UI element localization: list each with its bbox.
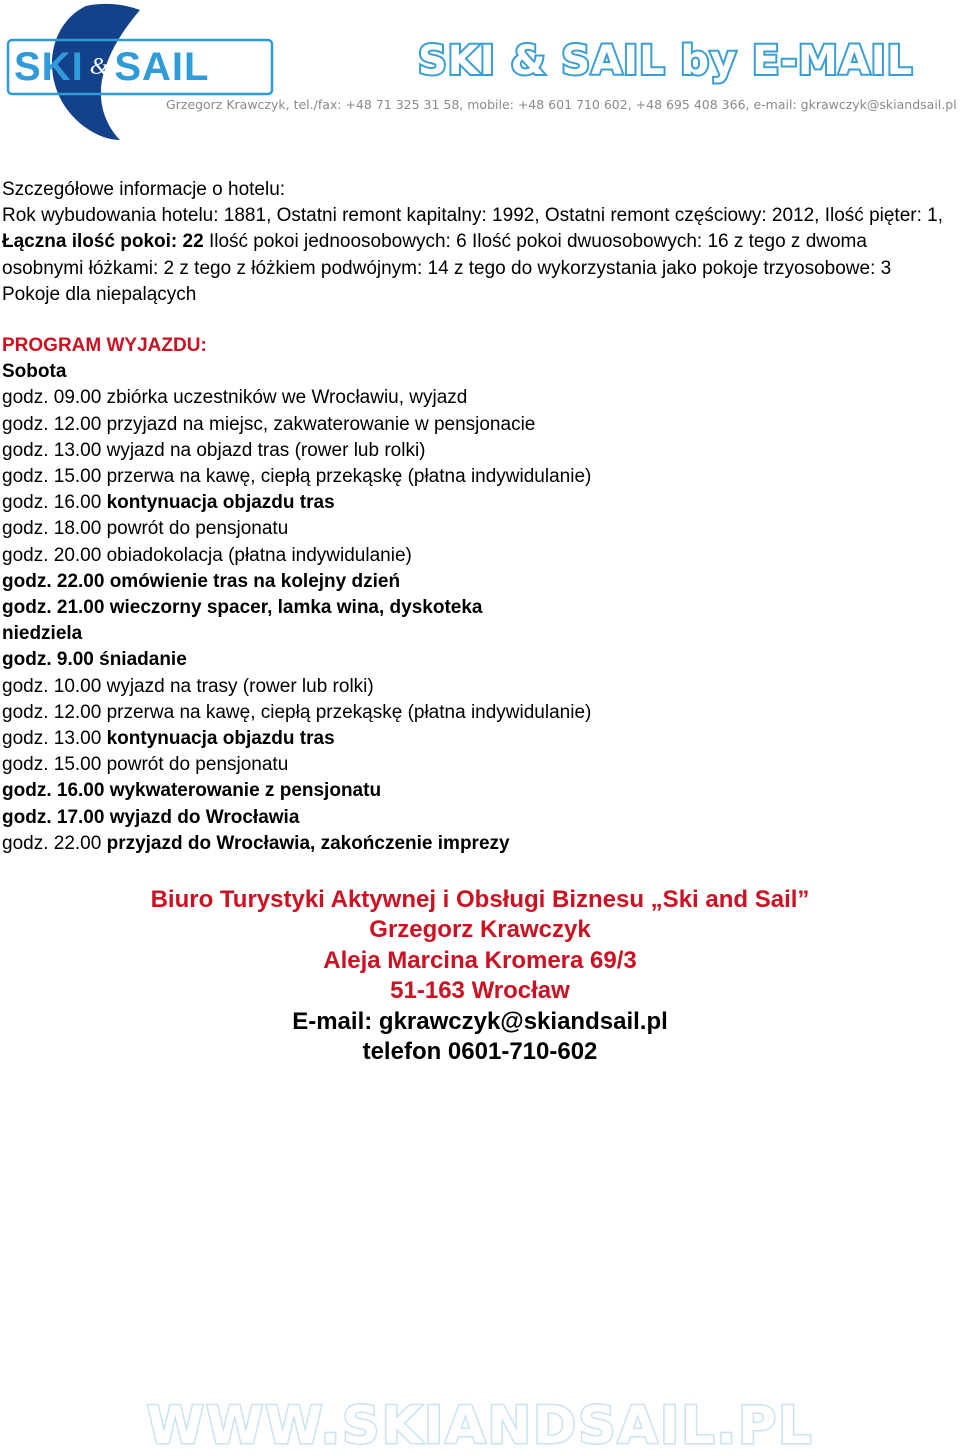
hotel-rooms-total: Łączna ilość pokoi: 22 (2, 231, 204, 253)
schedule-text: powrót do pensjonatu (101, 518, 289, 540)
schedule-text: obiadokolacja (płatna indywidulanie) (101, 544, 412, 566)
schedule-time: godz. 21.00 (2, 597, 105, 619)
schedule-time: godz. 16.00 (2, 780, 105, 802)
schedule-text: przerwa na kawę, ciepłą przekąskę (płatna indywidulanie) (101, 701, 592, 723)
schedule-item (2, 569, 952, 595)
schedule-item (2, 778, 952, 804)
schedule-text: omówienie tras na kolejny dzień (104, 570, 401, 592)
schedule-time: godz. 9.00 (2, 649, 94, 671)
document-body (2, 177, 952, 857)
schedule-text: wyjazd na trasy (rower lub rolki) (101, 675, 374, 697)
schedule-text: powrót do pensjonatu (101, 754, 289, 776)
schedule-item (2, 516, 952, 542)
schedule-time: godz. 18.00 (2, 518, 102, 540)
phone-line: telefon 0601-710-602 (362, 1038, 598, 1066)
hotel-info-heading: Szczegółowe informacje o hotelu: (2, 179, 286, 200)
hotel-info-paragraph (2, 177, 952, 308)
schedule-time: godz. 13.00 (2, 728, 102, 750)
brand-logo (14, 40, 270, 94)
schedule-text: zbiórka uczestników we Wrocławiu, wyjazd (101, 387, 468, 409)
schedule-item (2, 700, 952, 726)
schedule-time: godz. 16.00 (2, 492, 102, 514)
schedule-time: godz. 15.00 (2, 754, 102, 776)
schedule-time: godz. 15.00 (2, 466, 102, 488)
schedule-item (2, 412, 952, 438)
schedule-time: godz. 13.00 (2, 439, 102, 461)
schedule-item (2, 464, 952, 490)
program-heading: PROGRAM WYJAZDU: (2, 335, 207, 357)
schedule-time: godz. 22.00 (2, 570, 105, 592)
schedule-time: godz. 10.00 (2, 675, 102, 697)
day-saturday-heading: Sobota (2, 361, 67, 383)
street-address: Aleja Marcina Kromera 69/3 (323, 946, 637, 974)
schedule-item (2, 726, 952, 752)
page-header (0, 0, 960, 150)
schedule-text: przyjazd na miejsc, zakwaterowanie w pensjonacie (101, 413, 536, 435)
schedule-item (2, 752, 952, 778)
schedule-item (2, 647, 952, 673)
schedule-text: wyjazd do Wrocławia (104, 806, 300, 828)
schedule-time: godz. 20.00 (2, 544, 102, 566)
schedule-time: godz. 22.00 (2, 832, 102, 854)
website-watermark: WWW.SKIANDSAIL.PL (146, 1396, 814, 1456)
city-address: 51-163 Wrocław (390, 977, 570, 1005)
schedule-text: kontynuacja objazdu tras (101, 728, 335, 750)
schedule-time: godz. 12.00 (2, 413, 102, 435)
schedule-text: śniadanie (93, 649, 187, 671)
schedule-item (2, 595, 952, 621)
logo-ski-text: SKI (14, 44, 84, 89)
schedule-time: godz. 12.00 (2, 701, 102, 723)
hotel-info-text: Rok wybudowania hotelu: 1881, Ostatni remont kapitalny: 1992, Ostatni remont częściowy: 2012, Ilość pięter: 1, (2, 205, 944, 227)
contact-person: Grzegorz Krawczyk (369, 916, 591, 944)
schedule-time: godz. 09.00 (2, 387, 102, 409)
company-contact-block (0, 885, 960, 1067)
email-line: E-mail: gkrawczyk@skiandsail.pl (292, 1007, 668, 1035)
schedule-item (2, 805, 952, 831)
logo-sail-text: SAIL (114, 44, 210, 89)
schedule-item (2, 438, 952, 464)
logo-ampersand: & (89, 53, 109, 80)
schedule-item (2, 674, 952, 700)
schedule-item (2, 385, 952, 411)
day-sunday-heading: niedziela (2, 623, 83, 645)
schedule-item (2, 831, 952, 857)
schedule-text: przerwa na kawę, ciepłą przekąskę (płatna indywidulanie) (101, 466, 592, 488)
header-title: SKI & SAIL by E-MAIL (418, 38, 914, 84)
schedule-item (2, 543, 952, 569)
hotel-info-text-rest: Ilość pokoi jednoosobowych: 6 Ilość pokoi dwuosobowych: 16 z tego z dwoma osobnymi łóżkami: 2 z tego z łóżkiem podwójnym: 14 z tego do wykorzystania jako pokoje trzyosobowe: 3 Pokoje dla niepalących (2, 231, 892, 305)
company-name: Biuro Turystyki Aktywnej i Obsługi Biznesu „Ski and Sail” (150, 886, 810, 913)
schedule-text: kontynuacja objazdu tras (101, 492, 335, 514)
schedule-text: wieczorny spacer, lamka wina, dyskoteka (104, 597, 483, 619)
header-contact-line: Grzegorz Krawczyk, tel./fax: +48 71 325 31 58, mobile: +48 601 710 602, +48 695 408 366, e-mail: gkrawczyk@skiandsail.pl (166, 97, 957, 112)
schedule-text: wyjazd na objazd tras (rower lub rolki) (101, 439, 426, 461)
schedule-text: wykwaterowanie z pensjonatu (104, 780, 382, 802)
schedule-item (2, 490, 952, 516)
schedule-text: przyjazd do Wrocławia, zakończenie imprezy (101, 832, 510, 854)
schedule-time: godz. 17.00 (2, 806, 105, 828)
